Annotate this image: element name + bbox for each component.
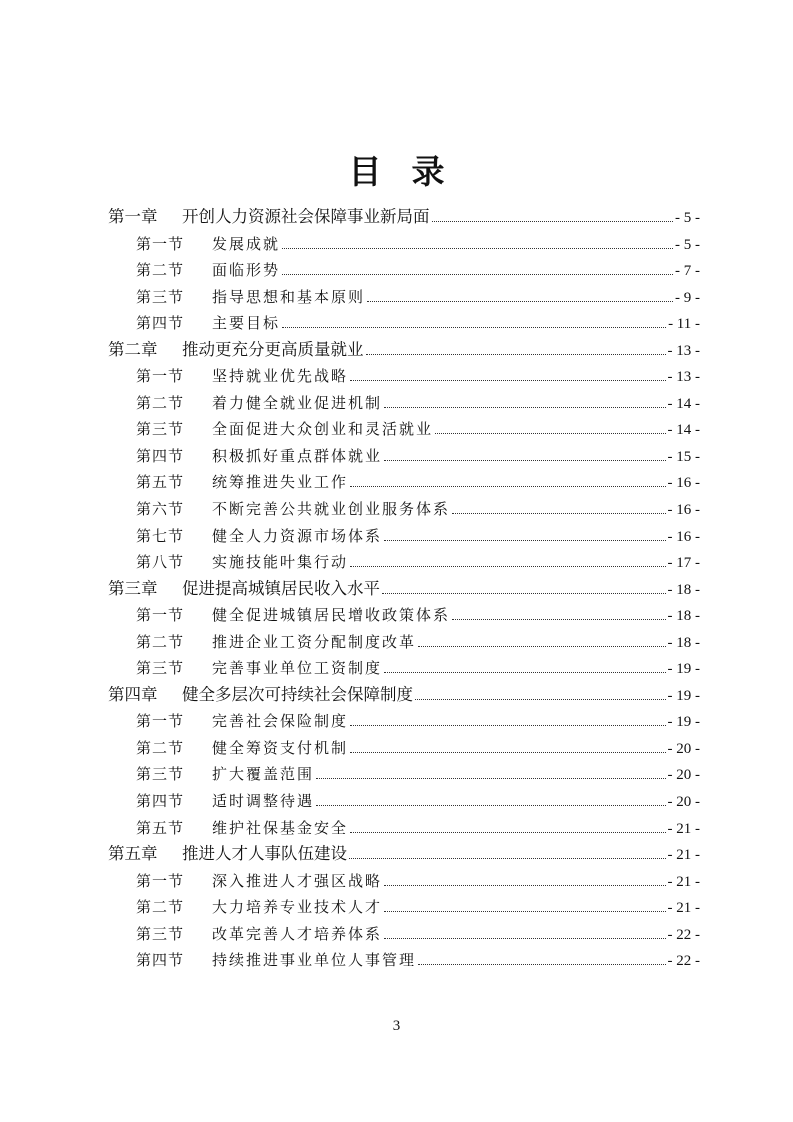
section-number: 第一节 [136,871,185,890]
toc-section-entry[interactable] [108,231,700,258]
section-number: 第二节 [136,393,185,412]
dot-leader [418,964,665,965]
chapter-title: 推动更充分更高质量就业 [182,339,364,359]
dot-leader [350,486,665,487]
dot-leader [384,672,665,673]
chapter-number: 第四章 [108,684,158,704]
toc-page-number: - 11 - [668,316,700,333]
toc-page-number: - 16 - [667,528,700,545]
chapter-number: 第二章 [108,339,158,359]
dot-leader [282,327,666,328]
toc-page-number: - 7 - [675,263,700,280]
toc-page-number: - 20 - [667,767,700,784]
dot-leader [384,540,665,541]
toc-page-number: - 14 - [667,395,700,412]
section-title: 健全促进城镇居民增收政策体系 [212,606,451,625]
toc-page-number: - 21 - [667,820,700,837]
chapter-number: 第三章 [108,578,158,598]
section-number: 第五节 [136,818,185,837]
toc-chapter-entry[interactable] [108,576,700,603]
toc-section-entry[interactable] [108,416,700,443]
toc-section-entry[interactable] [108,310,700,337]
section-title: 健全人力资源市场体系 [212,526,383,545]
dot-leader [349,858,666,859]
toc-chapter-entry[interactable] [108,682,700,709]
dot-leader [418,646,665,647]
toc-page-number: - 13 - [667,369,700,386]
dot-leader [384,407,665,408]
section-number: 第八节 [136,553,185,572]
section-title: 实施技能叶集行动 [212,553,349,572]
toc-section-entry[interactable] [108,257,700,284]
toc-section-entry[interactable] [108,496,700,523]
dot-leader [452,513,665,514]
toc-page-number: - 13 - [667,342,700,359]
dot-leader [384,911,665,912]
dot-leader [384,938,665,939]
toc-section-entry[interactable] [108,443,700,470]
section-number: 第四节 [136,314,185,333]
section-title: 推进企业工资分配制度改革 [212,632,417,651]
chapter-number: 第一章 [108,207,158,226]
section-title: 面临形势 [212,261,281,280]
section-number: 第三节 [136,924,185,943]
toc-section-entry[interactable] [108,788,700,815]
dot-leader [452,619,665,620]
section-number: 第一节 [136,712,185,731]
toc-section-entry[interactable] [108,602,700,629]
toc-page-number: - 16 - [667,475,700,492]
toc-page-number: - 19 - [667,661,700,678]
dot-leader [350,566,665,567]
toc-section-entry[interactable] [108,921,700,948]
dot-leader [350,725,665,726]
page-number: 3 [392,1018,401,1034]
section-number: 第二节 [136,632,185,651]
toc-page-number: - 19 - [667,687,700,704]
dot-leader [366,354,666,355]
section-title: 主要目标 [212,314,281,333]
chapter-title: 促进提高城镇居民收入水平 [182,578,380,598]
toc-section-entry[interactable] [108,894,700,921]
toc-page-number: - 18 - [667,608,700,625]
section-title: 完善事业单位工资制度 [212,659,383,678]
dot-leader [435,433,665,434]
section-number: 第二节 [136,898,185,917]
section-title: 改革完善人才培养体系 [212,924,383,943]
section-number: 第二节 [136,261,185,280]
section-number: 第一节 [136,234,185,253]
dot-leader [282,248,673,249]
toc-page-number: - 18 - [667,634,700,651]
section-number: 第四节 [136,951,185,970]
toc-page-number: - 14 - [667,422,700,439]
toc-section-entry[interactable] [108,947,700,974]
section-number: 第四节 [136,446,185,465]
section-title: 大力培养专业技术人才 [212,898,383,917]
dot-leader [282,274,673,275]
toc-chapter-entry[interactable] [108,841,700,868]
section-number: 第四节 [136,792,185,811]
toc-section-entry[interactable] [108,284,700,311]
section-number: 第三节 [136,659,185,678]
section-number: 第五节 [136,473,185,492]
toc-section-entry[interactable] [108,735,700,762]
dot-leader [350,380,665,381]
section-title: 发展成就 [212,234,281,253]
toc-page-number: - 17 - [667,555,700,572]
toc-page-number: - 22 - [667,926,700,943]
section-number: 第三节 [136,287,185,306]
toc-section-entry[interactable] [108,363,700,390]
page-title: 目录 [348,152,475,191]
section-number: 第一节 [136,367,185,386]
section-title: 持续推进事业单位人事管理 [212,951,417,970]
toc-section-entry[interactable] [108,629,700,656]
dot-leader [316,805,665,806]
toc-page-number: - 21 - [667,873,700,890]
dot-leader [367,301,673,302]
section-title: 深入推进人才强区战略 [212,871,383,890]
dot-leader [350,832,665,833]
section-title: 指导思想和基本原则 [212,287,366,306]
section-title: 着力健全就业促进机制 [212,393,383,412]
section-title: 积极抓好重点群体就业 [212,446,383,465]
section-number: 第七节 [136,526,185,545]
toc-page-number: - 21 - [667,900,700,917]
toc-chapter-entry[interactable] [108,337,700,364]
toc-page-number: - 19 - [667,714,700,731]
chapter-title: 健全多层次可持续社会保障制度 [182,684,413,704]
toc-page-number: - 9 - [675,289,700,306]
section-title: 适时调整待遇 [212,792,315,811]
chapter-title: 开创人力资源社会保障事业新局面 [182,207,430,226]
toc-page-number: - 21 - [667,847,700,864]
section-title: 健全筹资支付机制 [212,738,349,757]
section-number: 第三节 [136,420,185,439]
toc-page-number: - 5 - [675,236,700,253]
toc-section-entry[interactable] [108,868,700,895]
toc-section-entry[interactable] [108,655,700,682]
toc-page-number: - 20 - [667,794,700,811]
dot-leader [415,699,666,700]
section-number: 第三节 [136,765,185,784]
dot-leader [350,752,665,753]
section-title: 坚持就业优先战略 [212,367,349,386]
dot-leader [316,778,665,779]
chapter-number: 第五章 [108,844,158,864]
toc-page-number: - 20 - [667,740,700,757]
section-number: 第一节 [136,606,185,625]
toc-page-number: - 16 - [667,502,700,519]
toc-page-number: - 18 - [667,581,700,598]
section-number: 第二节 [136,738,185,757]
dot-leader [384,460,665,461]
toc-section-entry[interactable] [108,523,700,550]
toc-page-number: - 22 - [667,953,700,970]
dot-leader [432,221,674,222]
toc-section-entry[interactable] [108,708,700,735]
section-title: 全面促进大众创业和灵活就业 [212,420,434,439]
toc-page-number: - 15 - [667,448,700,465]
table-of-contents [108,204,700,974]
toc-section-entry[interactable] [108,390,700,417]
toc-section-entry[interactable] [108,761,700,788]
section-title: 统筹推进失业工作 [212,473,349,492]
toc-section-entry[interactable] [108,549,700,576]
toc-section-entry[interactable] [108,815,700,842]
section-title: 扩大覆盖范围 [212,765,315,784]
dot-leader [384,885,665,886]
section-title: 维护社保基金安全 [212,818,349,837]
section-number: 第六节 [136,500,185,519]
toc-section-entry[interactable] [108,469,700,496]
toc-page-number: - 5 - [675,210,700,226]
section-title: 完善社会保险制度 [212,712,349,731]
section-title: 不断完善公共就业创业服务体系 [212,500,451,519]
toc-chapter-entry[interactable] [108,204,700,231]
chapter-title: 推进人才人事队伍建设 [182,844,347,864]
dot-leader [382,593,666,594]
